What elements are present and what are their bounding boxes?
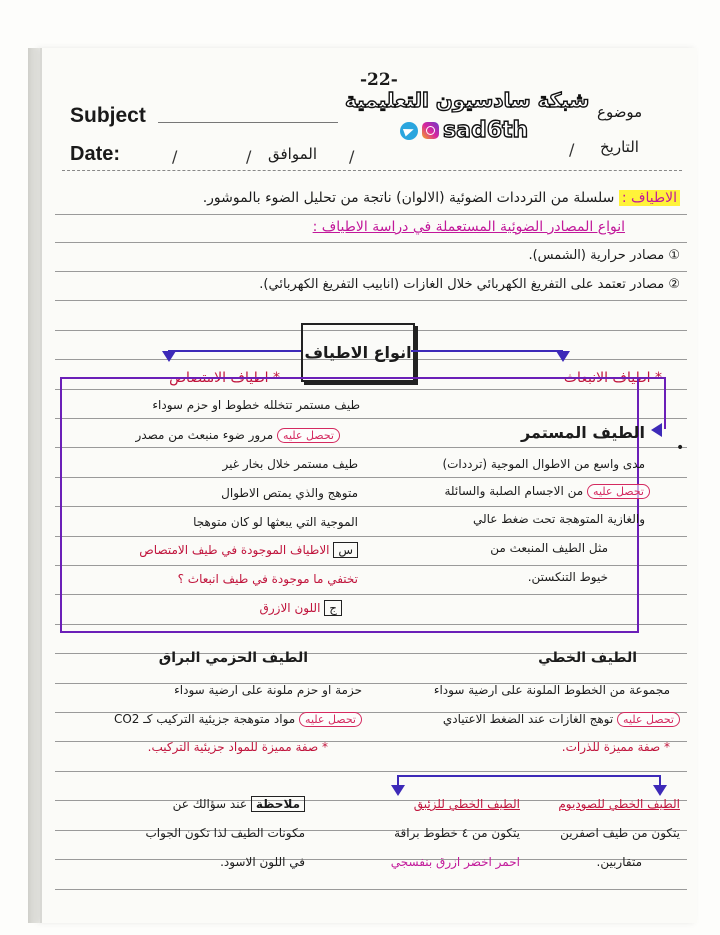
ar-date-slash: / [569, 140, 575, 159]
mercury-desc-1: يتكون من ٤ خطوط براقة [394, 826, 520, 840]
band-desc-2-line [114, 712, 362, 726]
absorption-a: اللون الازرق [259, 601, 321, 615]
date-slash-1: / [172, 147, 178, 166]
corresponding-label: الموافق [268, 145, 318, 163]
source-2: ② مصادر تعتمد على التفريغ الكهربائي خلال الغازات (انابيب التفريغ الكهربائي). [259, 277, 680, 292]
mercury-desc-2: احمر اخضر ازرق بنفسجي [390, 855, 520, 869]
definition-text: سلسلة من الترددات الضوئية (الالوان) ناتجة من تحليل الضوء بالموشور. [202, 190, 615, 206]
continuous-desc-1: مدى واسع من الاطوال الموجية (ترددات) [442, 457, 645, 471]
line-desc-2-line [443, 712, 680, 726]
absorption-desc-2: مرور ضوء منبعث من مصدر [135, 428, 274, 442]
absorption-q-label: س [333, 542, 358, 558]
absorption-desc-3: طيف مستمر خلال بخار غير [222, 457, 358, 471]
ruled-line [55, 271, 687, 272]
note-text-1: عند سؤالك عن [172, 797, 248, 811]
continuous-desc-3: والغازية المتوهجة تحت ضغط عالي [472, 512, 645, 526]
frame-connector-v [664, 377, 666, 429]
telegram-icon [400, 122, 418, 140]
sodium-title: الطيف الخطي للصوديوم [558, 797, 680, 811]
split-arrow-line [397, 775, 659, 777]
line-title: الطيف الخطي [538, 650, 637, 666]
arrow-line-left [168, 350, 301, 352]
source-1: ① مصادر حرارية (الشمس). [528, 248, 680, 263]
watermark-handle [400, 118, 528, 143]
subject-line [158, 122, 338, 123]
ruled-line [55, 300, 687, 301]
bullet-dot: • [676, 440, 685, 456]
ar-date-label: التاريخ [600, 138, 639, 156]
arrow-to-absorption [162, 351, 176, 362]
ruled-line [55, 214, 687, 215]
band-desc-3: * صفة مميزة للمواد جزيئية التركيب. [147, 740, 328, 754]
absorption-cloud: تحصل عليه [277, 428, 340, 443]
note-text-2: مكونات الطيف لذا تكون الجواب [145, 826, 305, 840]
line-cloud: تحصل عليه [617, 712, 680, 727]
absorption-q-line [139, 543, 358, 557]
ruled-line [55, 771, 687, 772]
ruled-line [55, 889, 687, 890]
absorption-desc-5: الموجية التي يبعثها لو كان متوهجا [193, 515, 358, 529]
corresponding-slash: / [349, 147, 355, 166]
date-slash-2: / [246, 147, 252, 166]
line-desc-1: مجموعة من الخطوط الملونة على ارضية سوداء [433, 683, 670, 697]
page-number: -22- [360, 70, 398, 90]
absorption-title: * اطياف الامتصاص [169, 370, 280, 386]
subject-label: Subject [70, 104, 146, 127]
absorption-desc-4: متوهج والذي يمتص الاطوال [221, 486, 358, 500]
band-title: الطيف الحزمي البراق [158, 650, 308, 666]
frame-connector [635, 377, 665, 379]
line-desc-2: توهج الغازات عند الضغط الاعتيادي [442, 712, 614, 726]
instagram-icon [422, 122, 439, 139]
arrow-line-right [411, 350, 563, 352]
band-desc-2: مواد متوهجة جزيئية التركيب كـ CO2 [113, 712, 296, 726]
continuous-desc-5: خيوط التنكستن. [527, 570, 608, 584]
continuous-desc-4: مثل الطيف المنبعث من [490, 541, 608, 555]
sodium-desc-2: متقاربين. [596, 855, 642, 869]
absorption-desc-2-line [136, 428, 340, 442]
watermark-text: شبكة سادسيون التعليمية [345, 88, 590, 112]
definition-line [203, 190, 680, 206]
sources-heading: انواع المصادر الضوئية المستعملة في دراسة الاطياف : [312, 219, 625, 235]
date-label: Date: [70, 143, 121, 165]
note-text-3: في اللون الاسود. [220, 855, 305, 869]
band-desc-1: حزمة او حزم ملونة على ارضية سوداء [174, 683, 362, 697]
handle-text: sad6th [443, 118, 529, 143]
arrow-to-continuous [651, 423, 662, 437]
continuous-cloud: تحصل عليه [587, 484, 650, 499]
spectra-frame [60, 377, 639, 633]
band-cloud: تحصل عليه [299, 712, 362, 727]
types-title: انواع الاطياف [301, 323, 415, 382]
note-label: ملاحظة [251, 796, 305, 812]
arrow-to-emission [556, 351, 570, 362]
definition-term: الاطياف : [619, 190, 680, 206]
arrow-to-mercury [391, 785, 405, 796]
ruled-line [55, 859, 687, 860]
absorption-a-line [260, 601, 342, 615]
absorption-a-label: ج [324, 600, 342, 616]
absorption-q: الاطياف الموجودة في طيف الامتصاص [139, 543, 330, 557]
emission-title: * اطياف الانبعاث [563, 370, 662, 386]
line-desc-3: * صفة مميزة للذرات. [561, 740, 670, 754]
absorption-q-2: تختفي ما موجودة في طيف انبعاث ؟ [177, 572, 358, 586]
arrow-to-sodium [653, 785, 667, 796]
continuous-desc-2-line [445, 484, 651, 498]
continuous-desc-2: من الاجسام الصلبة والسائلة [444, 484, 584, 498]
continuous-title: الطيف المستمر [521, 423, 645, 442]
ar-subject-label: موضوع [597, 103, 643, 121]
header-separator [62, 170, 682, 171]
absorption-desc-1: طيف مستمر تتخلله خطوط او حزم سوداء [152, 398, 360, 412]
sodium-desc-1: يتكون من طيف اصفرين [560, 826, 680, 840]
note-line-1 [173, 797, 305, 811]
ruled-line [55, 242, 687, 243]
mercury-title: الطيف الخطي للزئبق [413, 797, 520, 811]
